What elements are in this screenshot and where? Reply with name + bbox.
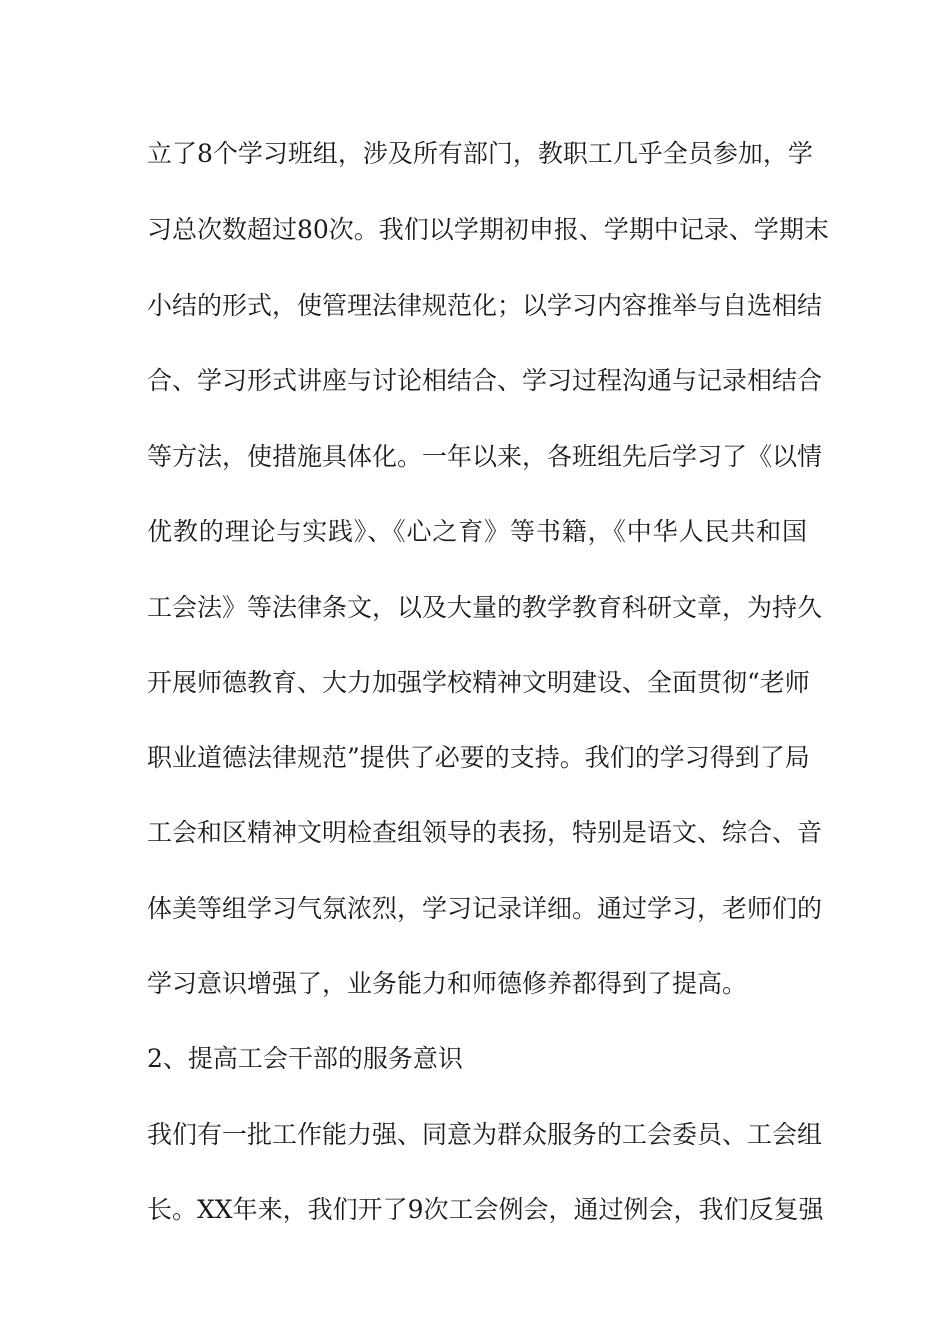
paragraph-line-4: 合、学习形式讲座与讨论相结合、学习过程沟通与记录相结合: [147, 366, 823, 395]
paragraph-line-6: 优教的理论与实践》、《心之育》等书籍，《中华人民共和国: [147, 517, 807, 546]
paragraph-line-5: 等方法，使措施具体化。一年以来，各班组先后学习了《以情: [147, 442, 823, 471]
paragraph-line-14: 长。XX年来，我们开了9次工会例会，通过例会，我们反复强: [147, 1195, 824, 1224]
paragraph-line-7: 工会法》等法律条文，以及大量的教学教育科研文章，为持久: [147, 593, 823, 622]
paragraph-line-1: 立了8个学习班组，涉及所有部门，教职工几乎全员参加，学: [147, 139, 813, 168]
paragraph-line-3: 小结的形式，使管理法律规范化；以学习内容推举与自选相结: [147, 291, 823, 320]
paragraph-line-12: 学习意识增强了，业务能力和师德修养都得到了提高。: [147, 969, 748, 998]
paragraph-line-9: 职业道德法律规范”提供了必要的支持。我们的学习得到了局: [147, 743, 810, 772]
paragraph-line-11: 体美等组学习气氛浓烈，学习记录详细。通过学习，老师们的: [147, 894, 823, 923]
paragraph-line-10: 工会和区精神文明检查组领导的表扬，特别是语文、综合、音: [147, 818, 823, 847]
paragraph-line-13: 我们有一批工作能力强、同意为群众服务的工会委员、工会组: [147, 1120, 823, 1149]
paragraph-line-2: 习总次数超过80次。我们以学期初申报、学期中记录、学期末: [147, 215, 829, 244]
section-heading: 2、提高工会干部的服务意识: [147, 1044, 463, 1073]
paragraph-line-8: 开展师德教育、大力加强学校精神文明建设、全面贯彻“老师: [147, 668, 810, 697]
